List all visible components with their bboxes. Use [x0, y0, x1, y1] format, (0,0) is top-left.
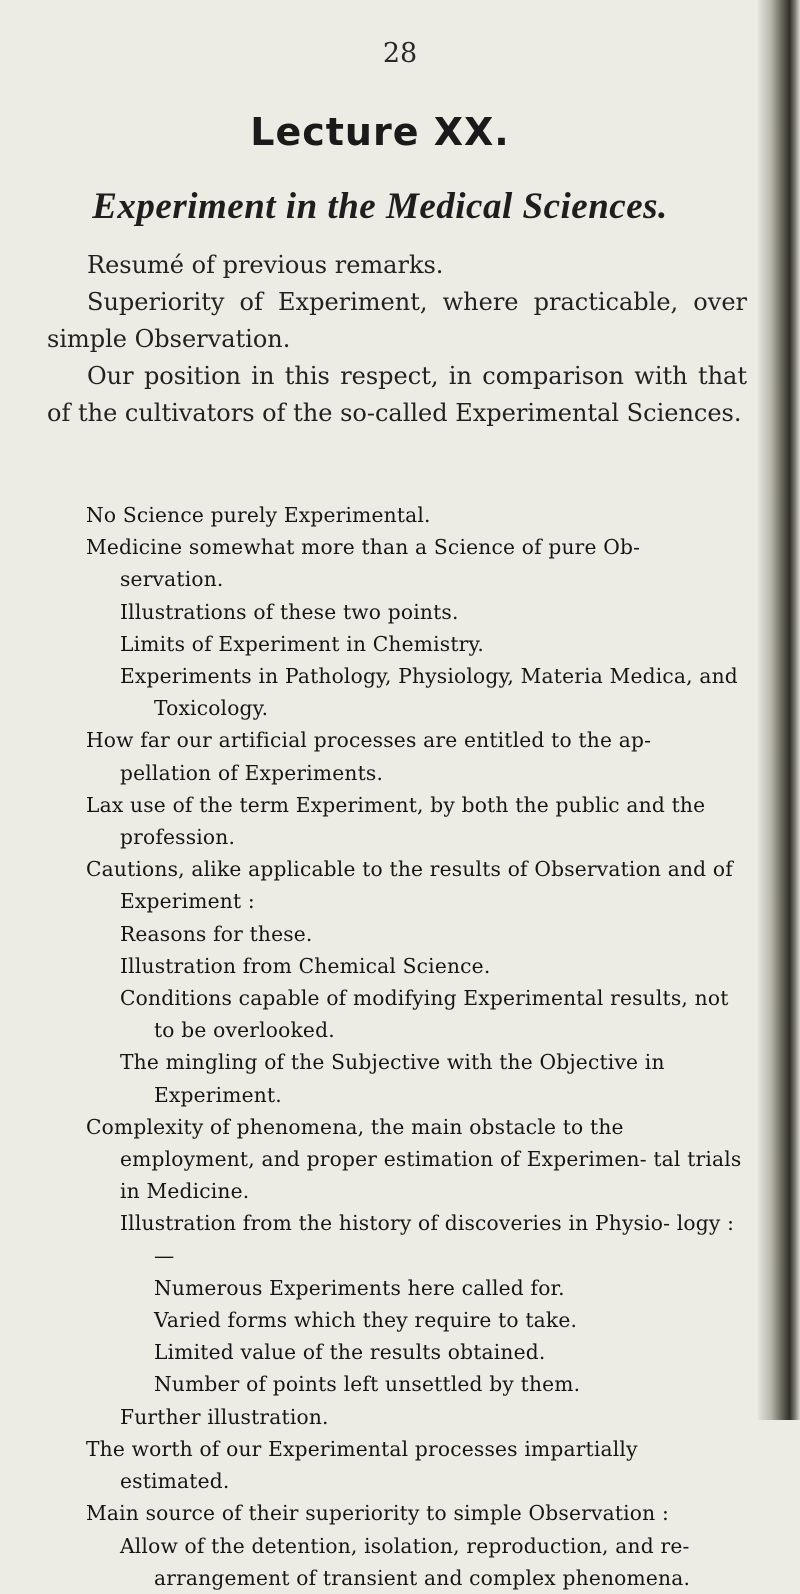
- outline-item: How far our artificial processes are entitled to the ap- pellation of Experiments.: [86, 728, 652, 785]
- outline-item: Complexity of phenomena, the main obstacle to the employment, and proper estimation of Experimen- tal trials in Medicine.: [86, 1114, 742, 1204]
- outline-item: Medicine somewhat more than a Science of pure Ob- servation.: [86, 535, 641, 592]
- outline-item: Reasons for these.: [120, 921, 313, 946]
- summary-paragraph: Superiority of Experiment, where practicable, over simple Observation.: [47, 288, 747, 353]
- summary-section: [47, 247, 747, 432]
- lecture-subtitle: Experiment in the Medical Sciences.: [92, 186, 668, 227]
- outline-item: Allow of the detention, isolation, reproduction, and re- arrangement of transient and complex phenomena.: [120, 1533, 691, 1590]
- lecture-title: Lecture XX.: [250, 110, 510, 154]
- outline-item: Illustration from Chemical Science.: [120, 953, 491, 978]
- outline-item: Experiments in Pathology, Physiology, Materia Medica, and Toxicology.: [120, 664, 738, 721]
- summary-paragraph: Resumé of previous remarks.: [87, 251, 444, 279]
- outline-item: Varied forms which they require to take.: [154, 1308, 578, 1333]
- outline-item: Further illustration.: [120, 1404, 329, 1429]
- outline-item: Main source of their superiority to simple Observation :: [86, 1501, 669, 1526]
- outline-item: Illustration from the history of discoveries in Physio- logy :—: [120, 1211, 735, 1268]
- page-edge-shadow: [758, 0, 800, 1420]
- page-number: 28: [382, 38, 418, 69]
- outline-item: Number of points left unsettled by them.: [154, 1372, 581, 1397]
- summary-paragraph: Our position in this respect, in comparison with that of the cultivators of the so-called Experimental Sciences.: [47, 362, 747, 427]
- outline-item: Illustrations of these two points.: [120, 599, 459, 624]
- outline-item: The mingling of the Subjective with the Objective in Experiment.: [120, 1050, 665, 1107]
- outline-item: Conditions capable of modifying Experimental results, not to be overlooked.: [120, 986, 729, 1043]
- outline-item: No Science purely Experimental.: [86, 503, 431, 527]
- outline-item: The worth of our Experimental processes impartially estimated.: [86, 1436, 638, 1494]
- outline-item: Limited value of the results obtained.: [154, 1340, 546, 1365]
- outline-item: Lax use of the term Experiment, by both the public and the profession.: [86, 792, 706, 850]
- outline-item: Limits of Experiment in Chemistry.: [120, 631, 485, 656]
- outline-list: [86, 499, 746, 1594]
- outline-item: Numerous Experiments here called for.: [154, 1275, 565, 1300]
- outline-item: Cautions, alike applicable to the results of Observation and of Experiment :: [86, 857, 733, 914]
